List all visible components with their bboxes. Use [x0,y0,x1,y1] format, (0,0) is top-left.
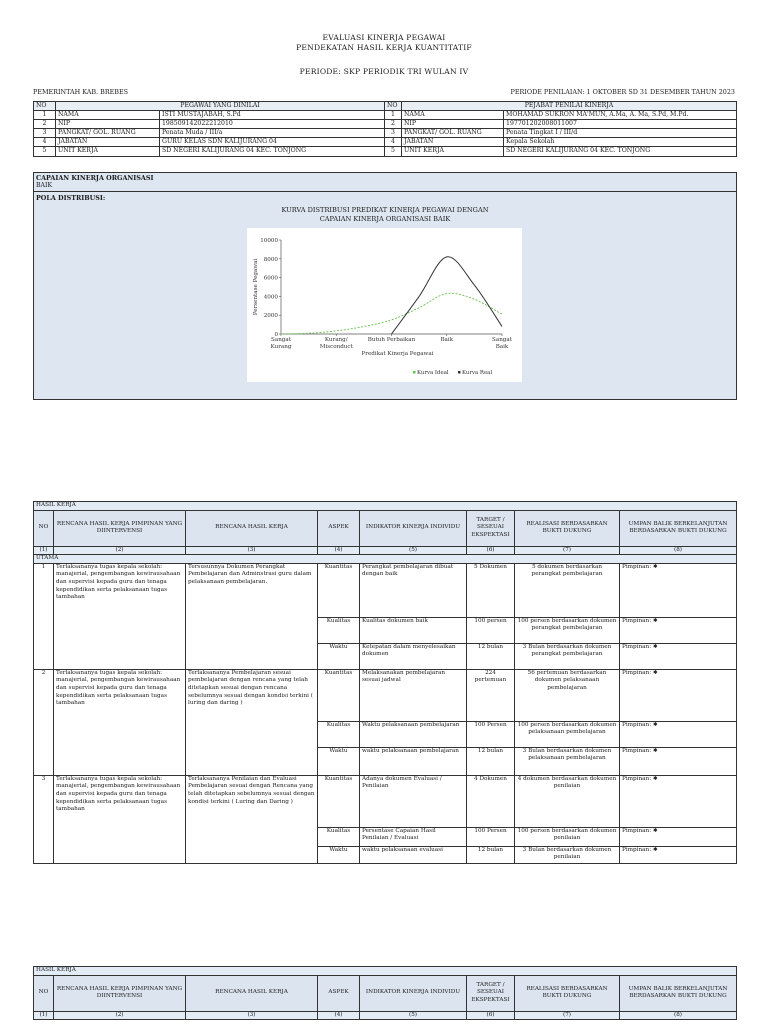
column-header: NO [34,975,54,1011]
pegawai-no: 5 [34,147,56,156]
column-number: (1) [34,1011,54,1020]
realisasi-cell: 56 pertemuan berdasarkan dokumen pelaksanaan pembelajaran [515,669,620,721]
pegawai-value: GURU KELAS SDN KALIJURANG 04 [160,138,385,147]
capaian-value: BAIK [36,182,53,189]
rencana-pimpinan-cell: Terlaksananya tugas kepala sekolah: manajerial, pengembangan kewirausahaan dan supervisi kepada guru dan tenaga kependidikan serta pelaksanaan tugas tambahan [54,775,186,863]
umpan-balik-cell: Pimpinan: ✱ [620,846,737,863]
pegawai-label: UNIT KERJA [56,147,160,156]
realisasi-cell: 100 persen berdasarkan dokumen perangkat pembelajaran [515,617,620,643]
aspek-cell: Kuantitas [318,563,360,617]
indikator-cell: Waktu pelaksanaan pembelajaran [360,721,467,747]
hasil-kerja-table [33,501,737,864]
umpan-balik-cell: Pimpinan: ✱ [620,643,737,669]
pegawai-row [34,120,737,129]
legend-label: Kurva Ideal [417,370,449,376]
rencana-hasil-kerja-cell: Terlaksananya Pembelajaran sesuai pembelajaran dengan rencana yang telah ditetapkan sesuai dengan rencana sebelumnya sesuai dengan kondisi terkini ( luring dan daring ) [186,669,318,775]
column-header: ASPEK [318,975,360,1011]
column-header: TARGET / SESEUAI EKSPEKTASI [467,975,515,1011]
periode-penilaian: PERIODE PENILAIAN: 1 OKTOBER SD 31 DESEMBER TAHUN 2023 [510,88,735,96]
legend-swatch [413,371,416,374]
column-number: (7) [515,546,620,555]
aspek-cell: Kuantitas [318,669,360,721]
target-cell: 12 bulan [467,846,515,863]
table-row [34,669,737,721]
target-cell: 4 Dokumen [467,775,515,827]
indikator-cell: waktu pelaksanaan evaluasi [360,846,467,863]
umpan-balik-cell: Pimpinan: ✱ [620,775,737,827]
aspek-cell: Waktu [318,846,360,863]
aspek-cell: Kualitas [318,617,360,643]
column-header: INDIKATOR KINERJA INDIVIDU [360,510,467,546]
chart-title-line2: CAPAIAN KINERJA ORGANISASI BAIK [319,215,451,223]
realisasi-cell: 3 Bulan berdasarkan dokumen perangkat pembelajaran [515,643,620,669]
pegawai-row [34,138,737,147]
umpan-balik-cell: Pimpinan: ✱ [620,747,737,775]
target-cell: 100 Persen [467,721,515,747]
pegawai-table-header [34,102,737,111]
penilai-value: Kepala Sekolah [504,138,737,147]
column-header: NO [34,510,54,546]
pegawai-no: 3 [34,129,56,138]
target-cell: 100 Persen [467,827,515,846]
y-tick-label: 8000 [263,256,278,263]
pegawai-label: JABATAN [56,138,160,147]
capaian-title: CAPAIAN KINERJA ORGANISASI [36,174,154,182]
penilai-value: Penata Tingkat I / III/d [504,129,737,138]
penilai-no: 3 [385,129,402,138]
pegawai-value: ISTI MUSTAJABAH, S.Pd [160,111,385,120]
y-tick-label: 0 [274,332,278,338]
column-header: RENCANA HASIL KERJA PIMPINAN YANG DIINTERVENSI [54,975,186,1011]
aspek-cell: Kuantitas [318,775,360,827]
pegawai-no: 4 [34,138,56,147]
doc-title-line2: PENDEKATAN HASIL KERJA KUANTITATIF [296,43,472,52]
umpan-balik-cell: Pimpinan: ✱ [620,563,737,617]
indikator-cell: Melaksanakan pembelajaran sesuai jadwal [360,669,467,721]
penilai-no: 4 [385,138,402,147]
pola-distribusi-label: POLA DISTRIBUSI: [36,194,106,202]
column-header: INDIKATOR KINERJA INDIVIDU [360,975,467,1011]
realisasi-cell: 4 dokumen berdasarkan dokumen penilaian [515,775,620,827]
column-number: (3) [186,1011,318,1020]
penilai-no: 1 [385,111,402,120]
penilai-label: JABATAN [402,138,504,147]
table-row [34,775,737,827]
column-header: UMPAN BALIK BERKELANJUTAN BERDASARKAN BUKTI DUKUNG [620,975,737,1011]
rencana-pimpinan-cell: Terlaksananya tugas kepala sekolah: manajerial, pengembangan kewirausahaan dan supervisi kepada guru dan tenaga kependidikan serta pelaksanaan tugas tambahan [54,563,186,669]
column-number: (6) [467,546,515,555]
pegawai-label: NAMA [56,111,160,120]
umpan-balik-cell: Pimpinan: ✱ [620,721,737,747]
column-number: (7) [515,1011,620,1020]
x-tick-label: Kurang/ Misconduct [319,337,353,350]
column-number: (1) [34,546,54,555]
pegawai-no: 2 [34,120,56,129]
table-row [34,563,737,617]
y-tick-label: 4000 [263,294,278,301]
column-header: REALISASI BERDASARKAN BUKTI DUKUNG [515,510,620,546]
penilai-value: 197701202008011007 [504,120,737,129]
item-no: 2 [34,669,54,775]
column-header: UMPAN BALIK BERKELANJUTAN BERDASARKAN BUKTI DUKUNG [620,510,737,546]
doc-periode: PERIODE: SKP PERIODIK TRI WULAN IV [299,67,469,76]
penilai-value: MOHAMAD SUKRON MA'MUN, A.Ma, A. Ma, S.Pd, M.Pd. [504,111,737,120]
pegawai-value: SD NEGERI KALIJURANG 04 KEC. TONJONG [160,147,385,156]
column-number: (6) [467,1011,515,1020]
item-no: 1 [34,563,54,669]
y-tick-label: 10000 [260,238,278,244]
realisasi-cell: 100 persen berdasarkan dokumen penilaian [515,827,620,846]
column-number: (4) [318,546,360,555]
column-number: (2) [54,1011,186,1020]
realisasi-cell: 3 Bulan berdasarkan dokumen pelaksanaan pembelajaran [515,747,620,775]
distribution-chart-svg [247,228,522,382]
penilai-value: SD NEGERI KALIJURANG 04 KEC. TONJONG [504,147,737,156]
umpan-balik-cell: Pimpinan: ✱ [620,617,737,643]
target-cell: 12 bulan [467,747,515,775]
penilai-label: NIP [402,120,504,129]
target-cell: 224 pertemuan [467,669,515,721]
aspek-cell: Kualitas [318,721,360,747]
column-header: RENCANA HASIL KERJA [186,510,318,546]
umpan-balik-cell: Pimpinan: ✱ [620,827,737,846]
penilai-label: PANGKAT/ GOL. RUANG [402,129,504,138]
series-line-ideal [281,293,502,334]
indikator-cell: Kualitas dokumen baik [360,617,467,643]
y-axis-label: Persentase Pegawai [253,258,259,316]
column-number: (5) [360,1011,467,1020]
distribution-chart [247,228,522,382]
column-number: (4) [318,1011,360,1020]
x-tick-label: Butuh Perbaikan [367,337,416,343]
indikator-cell: Adanya dokumen Evaluasi / Penilaian [360,775,467,827]
no-header: NO [34,102,56,111]
pegawai-row [34,147,737,156]
hasil-kerja-table-page2 [33,966,737,1020]
pejabat-penilai-header: PEJABAT PENILAI KINERJA [402,102,737,111]
indikator-cell: Perangkat pembelajaran dibuat dengan baik [360,563,467,617]
x-axis-label: Predikat Kinerja Pegawai [361,351,434,357]
target-cell: 100 persen [467,617,515,643]
legend-swatch [458,371,461,374]
pegawai-label: PANGKAT/ GOL. RUANG [56,129,160,138]
penilai-no: 2 [385,120,402,129]
pegawai-table [33,101,737,157]
item-no: 3 [34,775,54,863]
umpan-balik-cell: Pimpinan: ✱ [620,669,737,721]
realisasi-cell: 5 dokumen berdasarkan perangkat pembelajaran [515,563,620,617]
pemerintah-label: PEMERINTAH KAB. BREBES [33,88,129,96]
column-header: RENCANA HASIL KERJA PIMPINAN YANG DIINTERVENSI [54,510,186,546]
target-cell: 5 Dokumen [467,563,515,617]
chart-title-line1: KURVA DISTRIBUSI PREDIKAT KINERJA PEGAWAI DENGAN [281,206,489,214]
penilai-label: NAMA [402,111,504,120]
rencana-hasil-kerja-cell: Tersusunnya Dokumen Perangkat Pembelajaran dan Adminstrasi guru dalam pelaksanaan pembelajaran. [186,563,318,669]
doc-title-line1: EVALUASI KINERJA PEGAWAI [322,33,446,42]
legend-label: Kurva Real [462,370,493,376]
rencana-hasil-kerja-cell: Terlaksananya Penilaian dan Evaluasi Pembelajaran sesuai dengan Rencana yang telah ditetapkan sebelumnya sesuai dengan kondisi terkini ( Luring dan Daring ) [186,775,318,863]
pegawai-label: NIP [56,120,160,129]
pegawai-value: 198509142022212010 [160,120,385,129]
hasil-kerja-section-2: HASIL KERJA [34,967,737,976]
pegawai-no: 1 [34,111,56,120]
y-tick-label: 2000 [263,313,278,320]
hasil-kerja-section: HASIL KERJA [34,502,737,511]
x-tick-label: Baik [440,337,454,343]
pegawai-value: Penata Muda / III/a [160,129,385,138]
penilai-no: 5 [385,147,402,156]
rencana-pimpinan-cell: Terlaksananya tugas kepala sekolah: manajerial, pengembangan kewirausahaan dan supervisi kepada guru dan tenaga kependidikan serta pelaksanaan tugas tambahan [54,669,186,775]
aspek-cell: Waktu [318,643,360,669]
penilai-label: UNIT KERJA [402,147,504,156]
column-number: (8) [620,546,737,555]
column-header: RENCANA HASIL KERJA [186,975,318,1011]
indikator-cell: waktu pelaksanaan pembelajaran [360,747,467,775]
realisasi-cell: 100 persen berdasarkan dokumen pelaksanaan pembelajaran [515,721,620,747]
pegawai-dinilai-header: PEGAWAI YANG DINILAI [56,102,385,111]
pegawai-row [34,111,737,120]
column-number: (3) [186,546,318,555]
indikator-cell: Persentase Capaian Hasil Penilaian / Evaluasi [360,827,467,846]
column-number: (2) [54,546,186,555]
column-header: TARGET / SESEUAI EKSPEKTASI [467,510,515,546]
utama-label: UTAMA [34,555,737,564]
column-number: (8) [620,1011,737,1020]
x-tick-label: Sangat Kurang [270,337,292,350]
column-header: ASPEK [318,510,360,546]
series-line-real [392,257,503,334]
pegawai-row [34,129,737,138]
realisasi-cell: 3 Bulan berdasarkan dokumen penilaian [515,846,620,863]
column-header: REALISASI BERDASARKAN BUKTI DUKUNG [515,975,620,1011]
aspek-cell: Waktu [318,747,360,775]
x-tick-label: Sangat Baik [492,337,512,350]
y-tick-label: 6000 [263,275,278,282]
column-number: (5) [360,546,467,555]
no-header-2: NO [385,102,402,111]
target-cell: 12 bulan [467,643,515,669]
aspek-cell: Kualitas [318,827,360,846]
indikator-cell: Ketepatan dalam menyelesaikan dokumen [360,643,467,669]
